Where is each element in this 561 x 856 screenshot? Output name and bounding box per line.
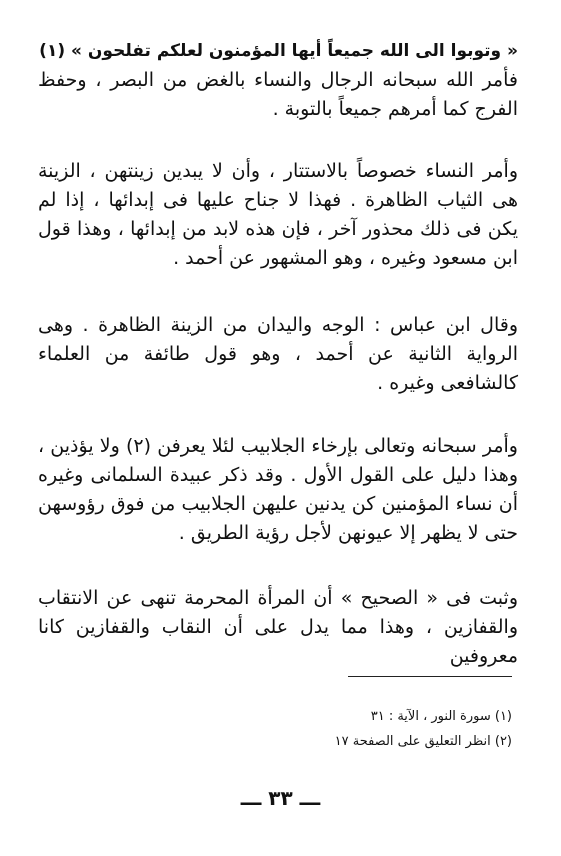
paragraph-1: فأمر الله سبحانه الرجال والنساء بالغض من البصر ، وحفظ الفرج كما أمرهم جميعاً بالتوبة . bbox=[38, 69, 518, 120]
paragraph-4: وأمر سبحانه وتعالى بإرخاء الجلابيب لئلا يعرفن (٢) ولا يؤذين ، وهذا دليل على القول الأول . وقد ذكر عبيدة السلمانى وغيره أن نساء المؤمنين كن يدنين عليهن الجلابيب من فوق رؤوسهن حتى لا يظهر إلا عيونهن لأجل رؤية الطريق . bbox=[38, 435, 518, 544]
footnote-2: (٢) انظر التعليق على الصفحة ١٧ bbox=[334, 734, 512, 749]
footnote-divider bbox=[348, 676, 512, 677]
paragraph-2: وأمر النساء خصوصاً بالاستتار ، وأن لا يبدين زينتهن ، الزينة هى الثياب الظاهرة . فهذا لا جناح عليها فى إبدائها ، إذا لم يكن فى ذلك محذور آخر ، فإن هذه لابد من إبدائها ، وهذا قول ابن مسعود وغيره ، وهو المشهور عن أحمد . bbox=[38, 160, 518, 269]
quran-verse-heading: « وتوبوا الى الله جميعاً أيها المؤمنون لعلكم تفلحون » (١) bbox=[39, 41, 518, 61]
paragraph-5: وثبت فى « الصحيح » أن المرأة المحرمة تنهى عن الانتقاب والقفازين ، وهذا مما يدل على أن النقاب والقفازين كانا معروفين bbox=[38, 587, 518, 667]
paragraph-3: وقال ابن عباس : الوجه واليدان من الزينة الظاهرة . وهى الرواية الثانية عن أحمد ، وهو قول طائفة من العلماء كالشافعى وغيره . bbox=[38, 314, 518, 394]
footnote-1: (١) سورة النور ، الآية : ٣١ bbox=[370, 709, 512, 724]
page-number: ـــ ٣٣ ـــ bbox=[240, 786, 321, 810]
